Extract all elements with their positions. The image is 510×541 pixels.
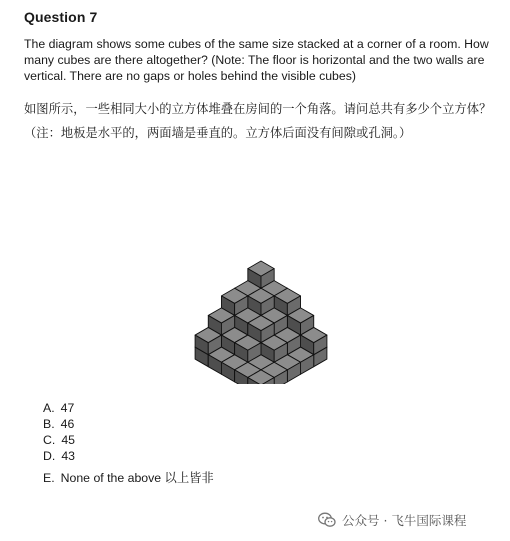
option-e[interactable] (43, 470, 214, 486)
answer-options (43, 400, 214, 486)
option-text: 45 (61, 433, 75, 447)
option-a[interactable] (43, 400, 214, 416)
question-title: Question 7 (24, 9, 98, 25)
option-text: 43 (61, 449, 75, 463)
option-letter: A. (43, 401, 55, 415)
option-letter: E. (43, 471, 55, 485)
option-text: 47 (60, 401, 75, 415)
option-c[interactable] (43, 432, 214, 448)
option-text: 46 (60, 417, 75, 431)
option-text: None of the above 以上皆非 (60, 471, 214, 485)
option-letter: D. (43, 449, 56, 463)
option-d[interactable] (43, 448, 214, 464)
stacked-cubes-diagram (186, 258, 332, 384)
question-text-chinese: 如图所示，一些相同大小的立方体堆叠在房间的一个角落。请问总共有多少个立方体？（注：地板是水平的，两面墙是垂直的。立方体后面没有间隙或孔洞。） (24, 102, 492, 140)
option-b[interactable] (43, 416, 214, 432)
footer-text: 公众号 · 飞牛国际课程 (342, 513, 467, 528)
option-letter: B. (43, 417, 55, 431)
option-letter: C. (43, 433, 56, 447)
wechat-icon (318, 512, 336, 528)
footer-watermark (318, 511, 466, 529)
question-text-english: The diagram shows some cubes of the same size stacked at a corner of a room. How many cubes are there altogether? (Note: The floor is horizontal and the two walls are vertical. There are no gaps or holes behind the visible cubes) (24, 37, 489, 83)
